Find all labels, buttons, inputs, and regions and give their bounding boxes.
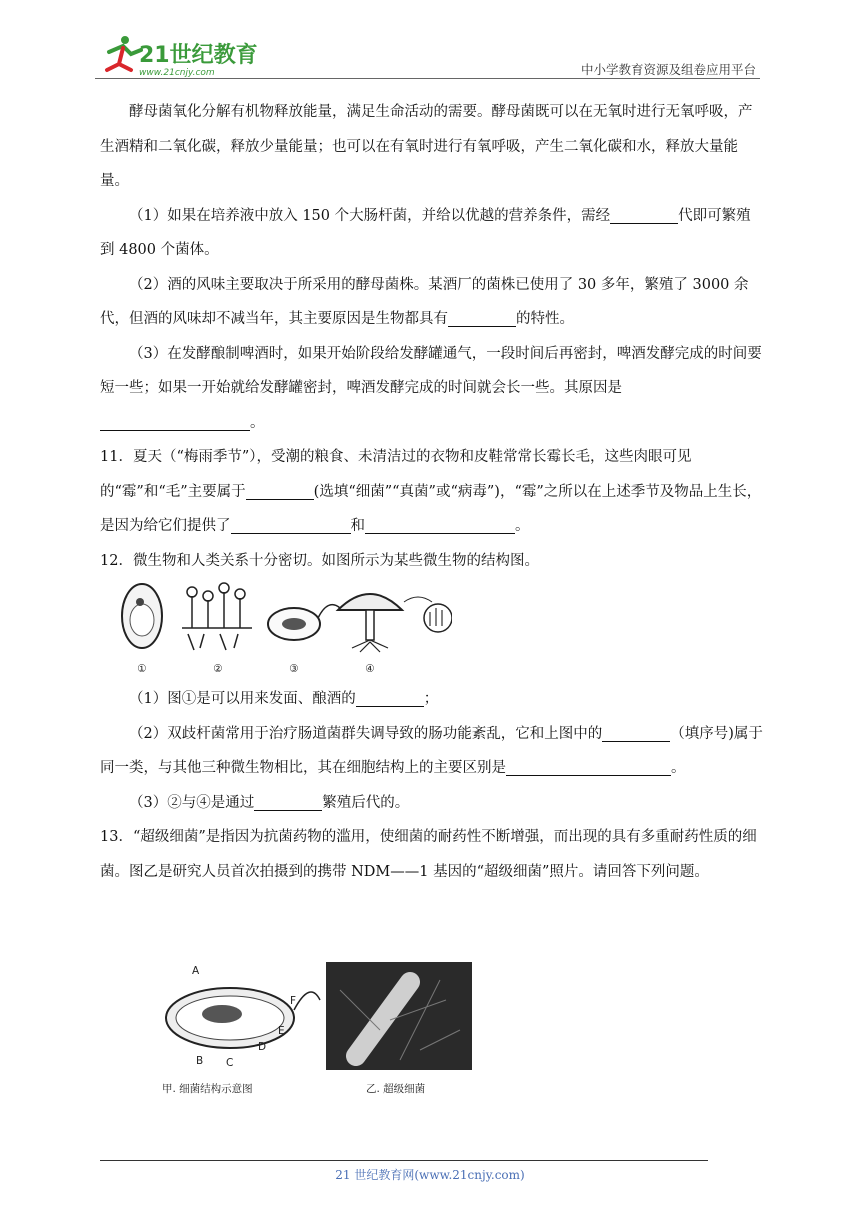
q12-p2-text-c: 。 [671,760,686,776]
q10-p3-text-a: （3）在发酵酿制啤酒时，如果开始阶段给发酵罐通气，一段时间后再密封，啤酒发酵完成的时间要短一些；如果一开始就给发酵罐密封，啤酒发酵完成的时间就会长一些。其原因是 [100,345,762,396]
logo-text: 21世纪教育 [139,43,258,68]
answer-blank[interactable] [365,513,515,534]
q12-p2-text-a: （2）双歧杆菌常用于治疗肠道菌群失调导致的肠功能紊乱，它和上图中的 [129,725,603,742]
answer-blank[interactable] [506,755,671,776]
q10-part2 [100,268,765,337]
label-d: D [258,1041,267,1053]
q11-text-a: 11．夏天（“梅雨季节”），受潮的粮食、未清洁过的衣物和皮鞋常常长霉长毛，这些肉眼可见的“霉”和“毛”主要属于 [100,449,692,500]
super-bacteria-photo [326,962,472,1095]
footer-divider [100,1160,708,1161]
document-body [100,95,765,889]
q10-part3 [100,337,765,441]
answer-blank[interactable] [254,790,322,811]
q10-p2-text-b: 的特性。 [516,311,574,327]
q12-p3-text-a: （3）②与④是通过 [129,794,255,811]
runner-head-icon [121,36,129,44]
yeast-cell-icon [122,584,162,648]
bacterial-structure-diagram [162,965,320,1095]
figure-label-3: ③ [289,663,299,675]
q11-text-b: (选填“细菌”“真菌”或“病毒”)，“霉”之所以在上述季节及物品上生长，是因为给它们提供了 [100,483,762,534]
label-a: A [192,965,200,977]
q12-stem: 12．微生物和人类关系十分密切。如图所示为某些微生物的结构图。 [100,552,539,569]
footer-text[interactable]: 21 世纪教育网(www.21cnjy.com) [335,1168,525,1182]
q12-part2 [100,717,765,786]
q12-p1-text-b: ； [423,691,439,707]
q11-text-c: 和 [350,518,365,534]
header-divider [95,78,760,79]
caption-yi: 乙. 超级细菌 [366,1083,426,1095]
q12-part1 [100,682,765,717]
page-header [95,30,760,82]
q10-p2-text-a: （2）酒的风味主要取决于所采用的酵母菌株。某酒厂的菌株已使用了 30 多年，繁殖了 3000 余代，但酒的风味却不减当年，其主要原因是生物都具有 [100,276,749,327]
q12-p2-text-b: （填序号)属于同一类，与其他三种微生物相比，其在细胞结构上的主要区别是 [100,725,763,776]
q11-text-d: 。 [515,518,530,534]
answer-blank[interactable] [610,203,678,224]
answer-blank[interactable] [356,686,424,707]
intro-paragraph: 酵母菌氧化分解有机物释放能量，满足生命活动的需要。酵母菌既可以在无氧时进行无氧呼吸，产生酒精和二氧化碳，释放少量能量；也可以在有氧时进行有氧呼吸，产生二氧化碳和水，释放大量能量。 [100,104,753,189]
answer-blank[interactable] [100,410,250,431]
microorganism-figure [112,578,452,680]
mold-icon [182,583,252,650]
platform-name: 中小学教育资源及组卷应用平台 [580,62,756,77]
figure-label-2: ② [213,663,223,675]
answer-blank[interactable] [246,479,314,500]
answer-blank[interactable] [231,513,351,534]
q10-part1 [100,199,765,268]
q12-p3-text-b: 繁殖后代的。 [322,794,410,811]
answer-blank[interactable] [602,721,670,742]
q12-part3 [100,786,765,821]
super-bacteria-figure [160,960,480,1100]
q12-p1-text-a: （1）图①是可以用来发面、酿酒的 [129,691,356,707]
label-e: E [278,1025,285,1037]
q10-p3-text-b: 。 [250,414,265,431]
label-c: C [226,1057,234,1069]
q13-stem: 13．“超级细菌”是指因为抗菌药物的滥用，使细菌的耐药性不断增强，而出现的具有多重耐药性质的细菌。图乙是研究人员首次拍摄到的携带 NDM——1 基因的“超级细菌”照片。请回答下列问题。 [100,829,757,880]
logo [95,34,265,78]
answer-blank[interactable] [448,306,516,327]
logo-url: www.21cnjy.com [139,68,215,78]
mushroom-icon [338,594,452,652]
figure-label-1: ① [137,663,147,675]
label-b: B [196,1055,204,1067]
q11 [100,440,765,544]
caption-jia: 甲. 细菌结构示意图 [162,1083,253,1095]
q10-p1-text-b: 代即可繁殖到 4800 个菌体。 [100,207,751,258]
figure-label-4: ④ [365,663,375,675]
bacterium-icon [268,605,340,640]
label-f: F [290,995,297,1007]
q10-p1-text-a: （1）如果在培养液中放入 150 个大肠杆菌，并给以优越的营养条件，需经 [129,207,611,224]
